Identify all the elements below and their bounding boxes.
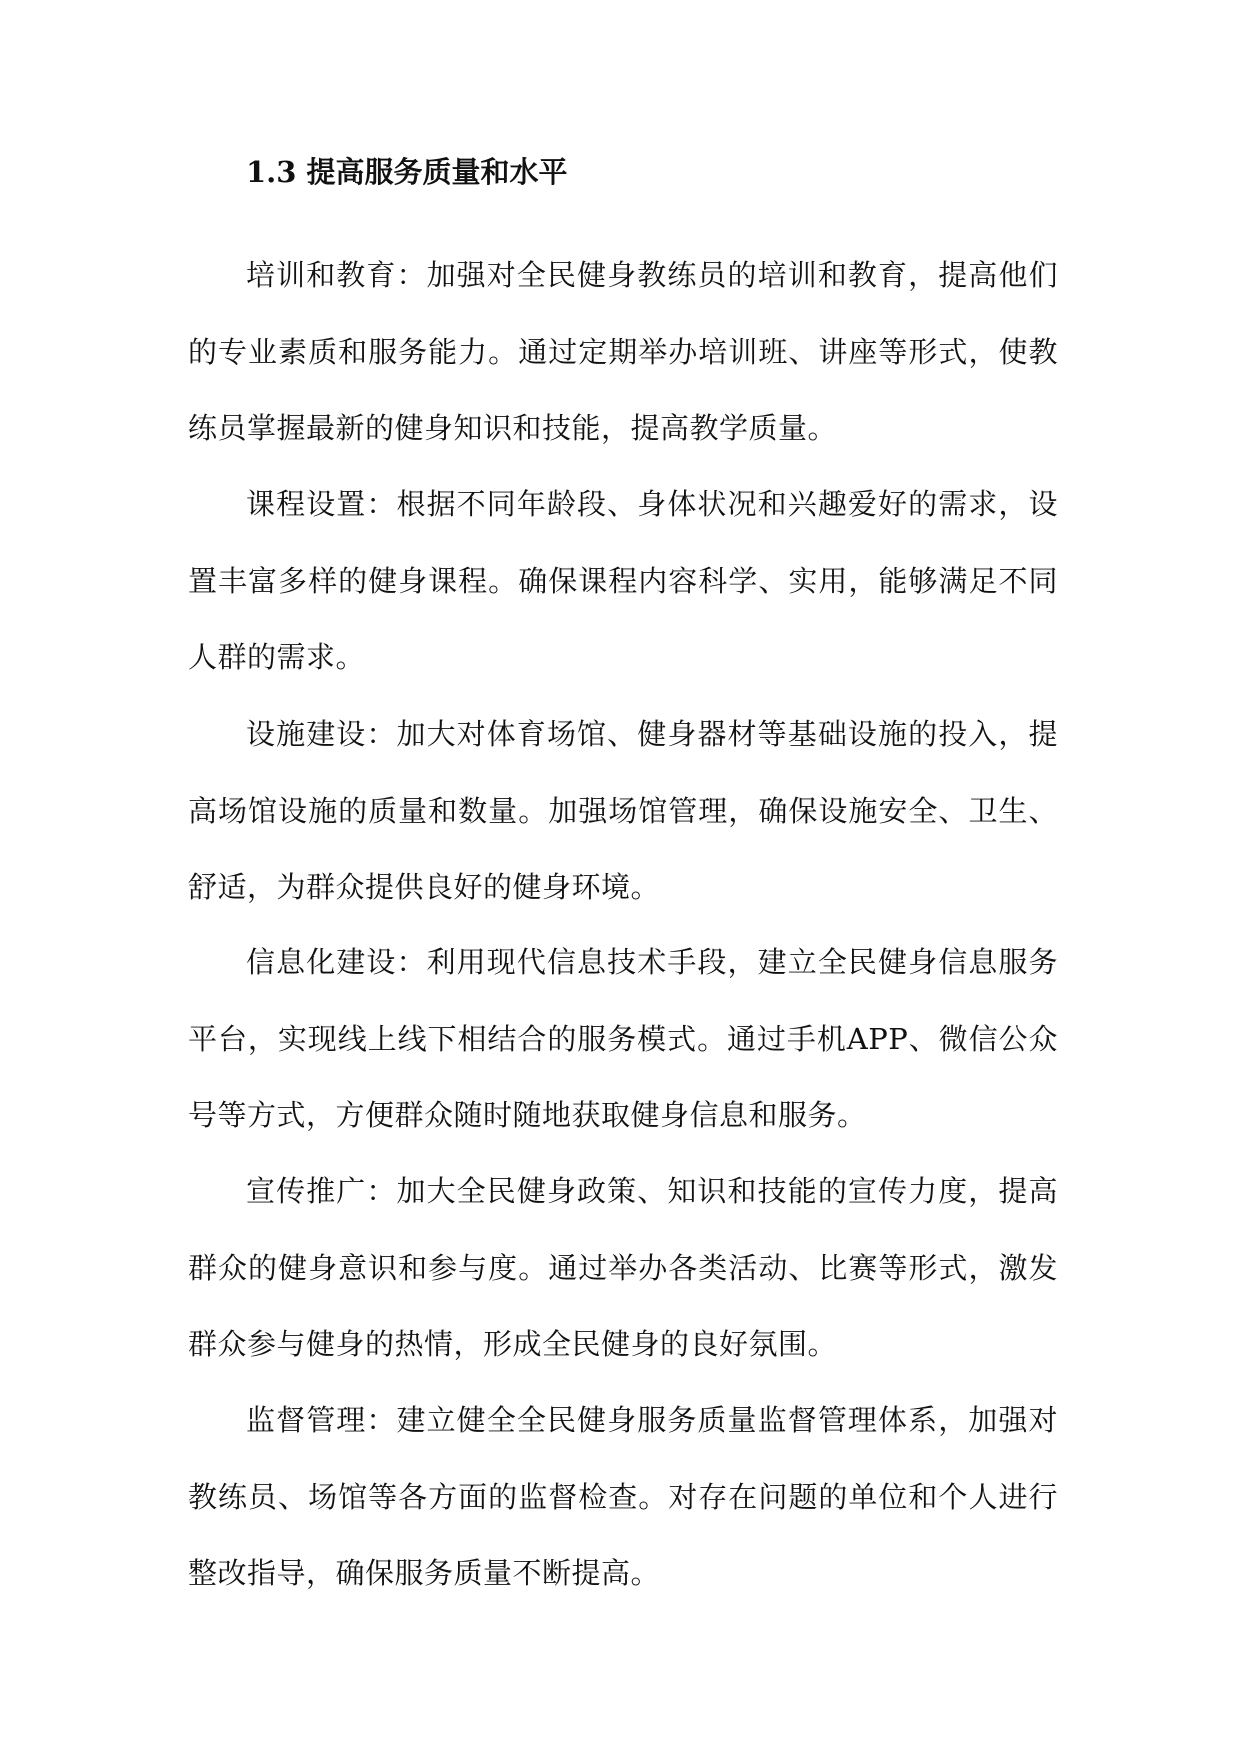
- paragraph-facilities: 设施建设：加大对体育场馆、健身器材等基础设施的投入，提高场馆设施的质量和数量。加强场馆管理，确保设施安全、卫生、舒适，为群众提供良好的健身环境。: [188, 717, 1058, 904]
- paragraph-supervision: 监督管理：建立健全全民健身服务质量监督管理体系，加强对教练员、场馆等各方面的监督检查。对存在问题的单位和个人进行整改指导，确保服务质量不断提高。: [188, 1403, 1058, 1590]
- paragraph-promotion: 宣传推广：加大全民健身政策、知识和技能的宣传力度，提高群众的健身意识和参与度。通过举办各类活动、比赛等形式，激发群众参与健身的热情，形成全民健身的良好氛围。: [188, 1174, 1058, 1361]
- paragraph-training: 培训和教育：加强对全民健身教练员的培训和教育，提高他们的专业素质和服务能力。通过定期举办培训班、讲座等形式，使教练员掌握最新的健身知识和技能，提高教学质量。: [188, 258, 1058, 445]
- paragraph-courses: 课程设置：根据不同年龄段、身体状况和兴趣爱好的需求，设置丰富多样的健身课程。确保课程内容科学、实用，能够满足不同人群的需求。: [188, 487, 1058, 674]
- section-heading: 1.3 提高服务质量和水平: [246, 155, 568, 189]
- paragraph-informatization: 信息化建设：利用现代信息技术手段，建立全民健身信息服务平台，实现线上线下相结合的服务模式。通过手机APP、微信公众号等方式，方便群众随时随地获取健身信息和服务。: [188, 945, 1058, 1132]
